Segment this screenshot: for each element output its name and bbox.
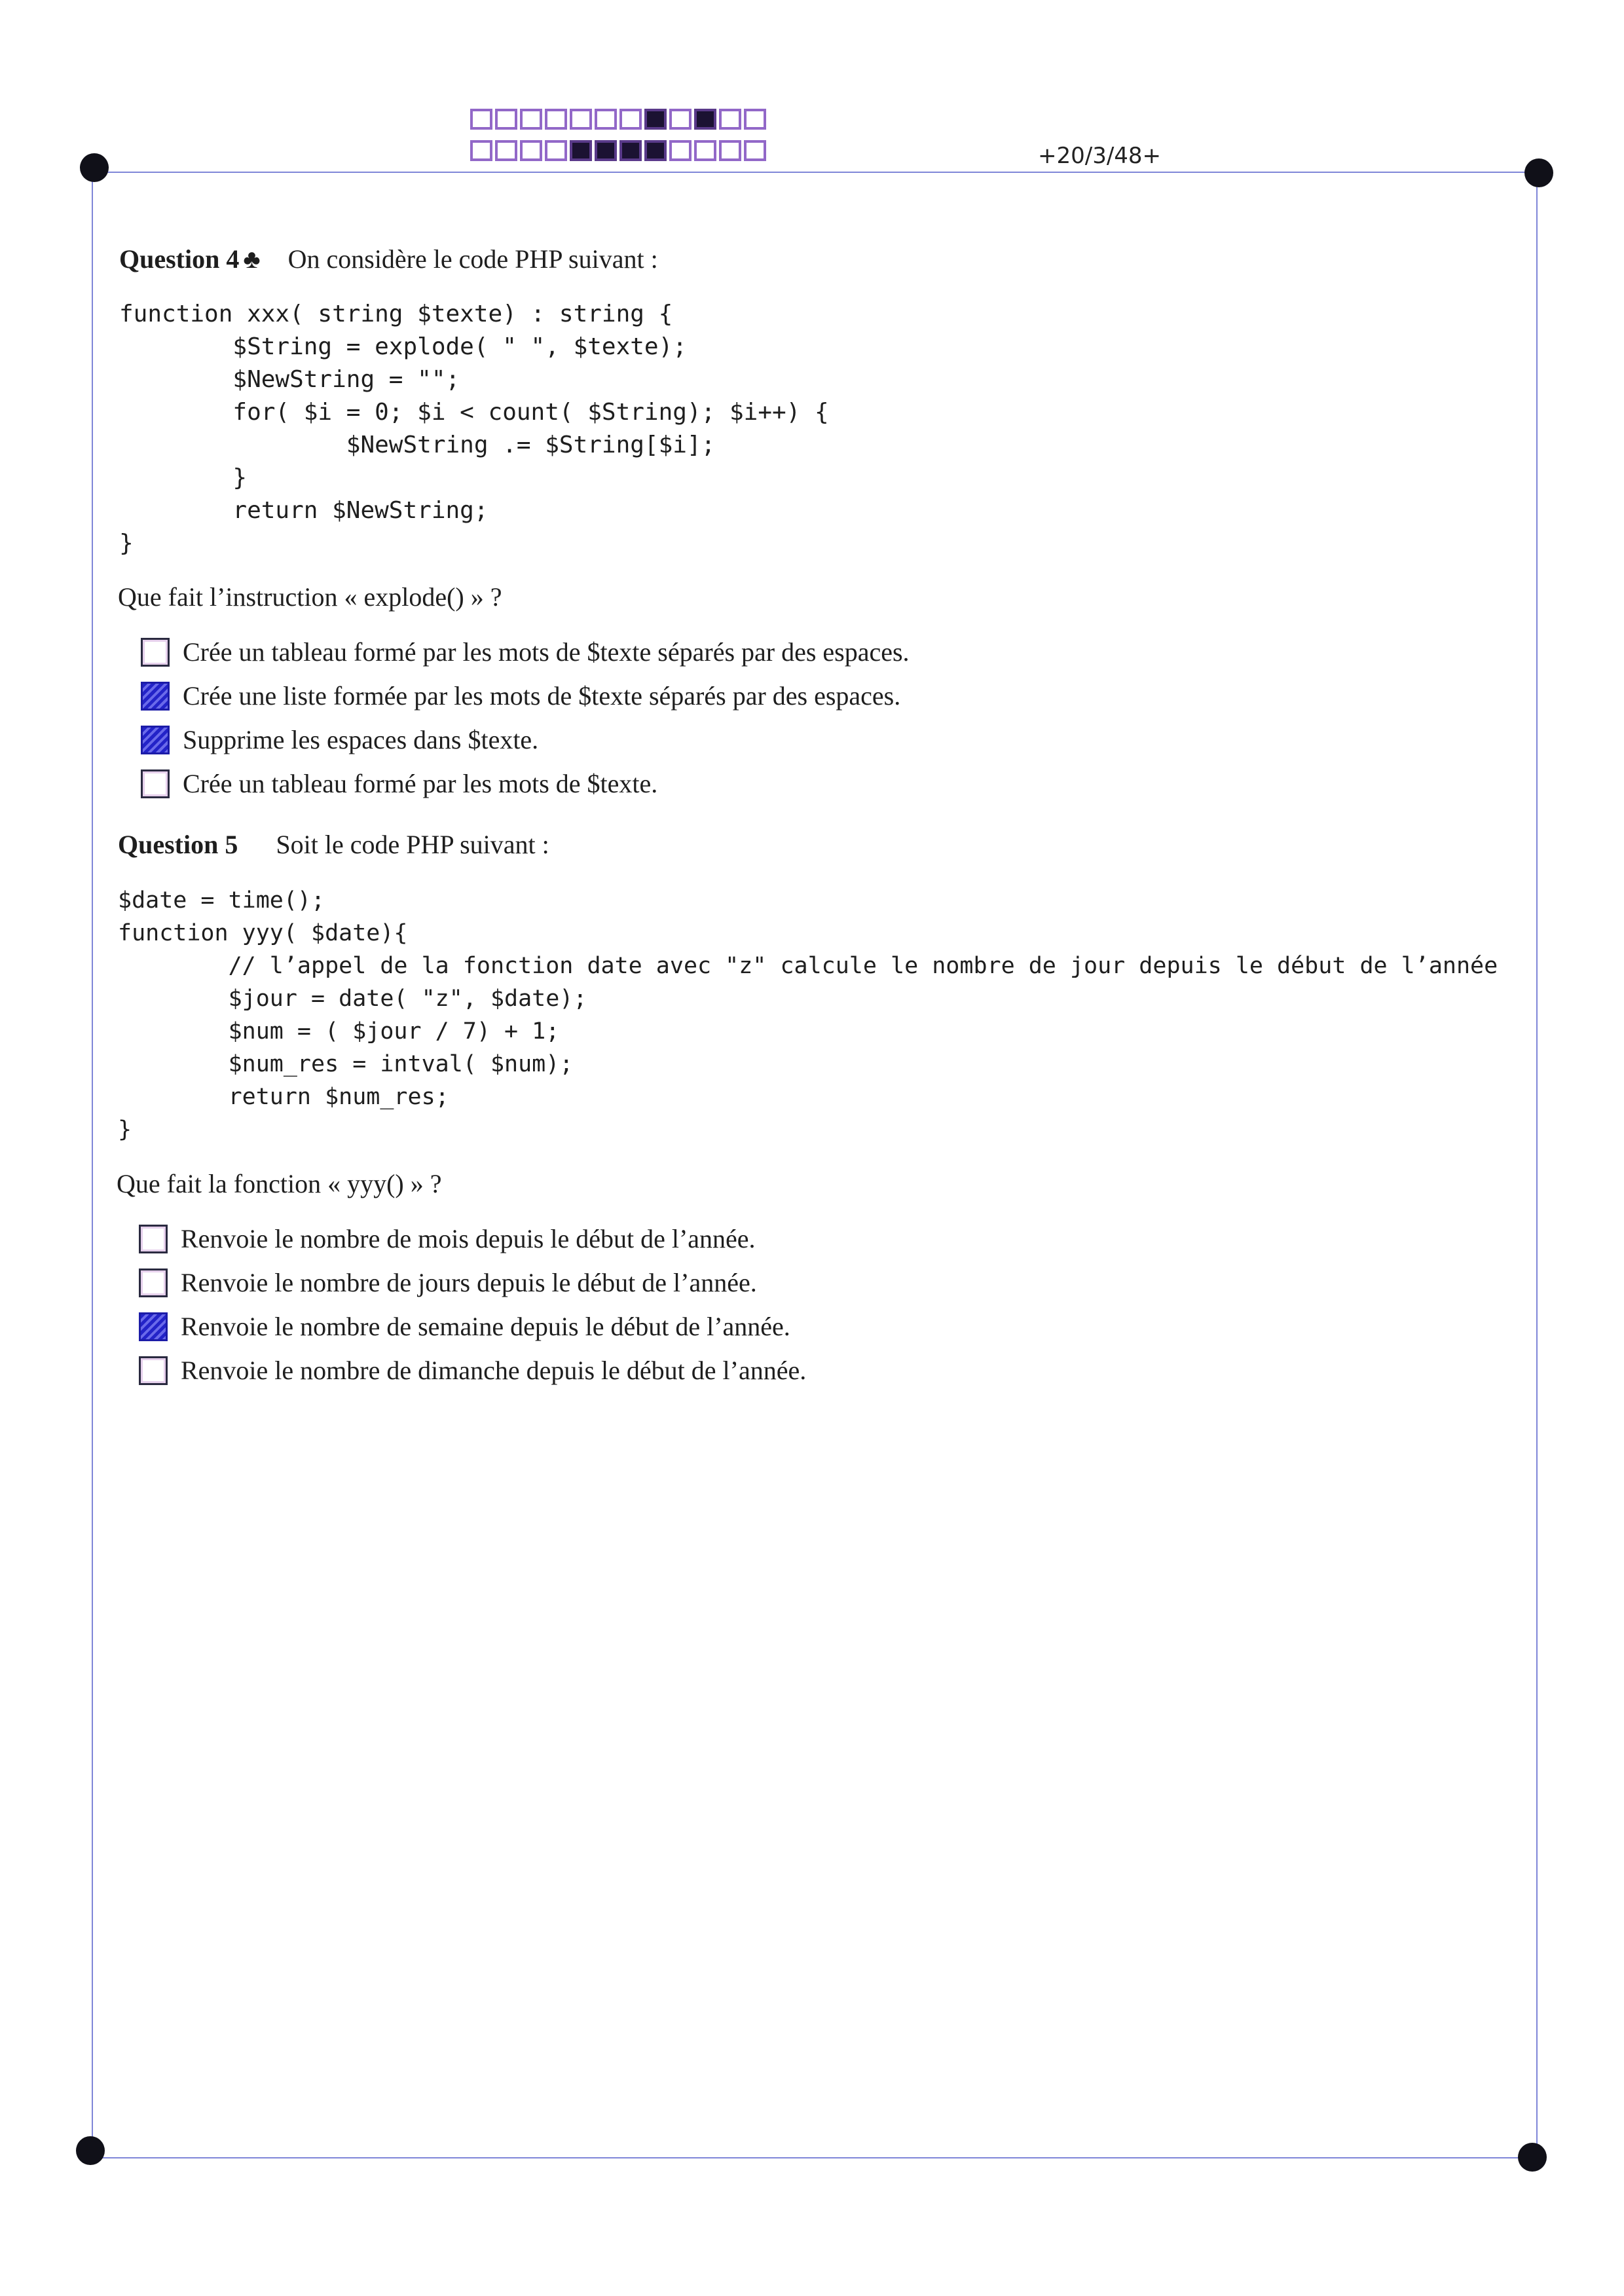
answer-label: Crée une liste formée par les mots de $texte séparés par des espaces. <box>183 681 901 711</box>
barcode-cell <box>495 140 517 161</box>
checkbox[interactable] <box>141 769 170 798</box>
barcode-cell <box>669 140 692 161</box>
corner-mark-bottom-right <box>1518 2143 1547 2172</box>
barcode-cell <box>644 140 667 161</box>
answer-option[interactable] <box>139 1217 806 1261</box>
barcode-cell <box>570 140 592 161</box>
barcode-cell <box>470 109 492 130</box>
barcode-row-2 <box>470 140 766 161</box>
question-4-prompt: On considère le code PHP suivant : <box>287 244 658 274</box>
checkbox[interactable] <box>139 1268 168 1297</box>
barcode-cell <box>545 109 567 130</box>
answer-label: Crée un tableau formé par les mots de $texte. <box>183 769 658 798</box>
question-5-answers <box>139 1217 806 1392</box>
checkbox[interactable] <box>139 1225 168 1253</box>
answer-option[interactable] <box>139 1348 806 1392</box>
answer-option[interactable] <box>141 762 910 805</box>
barcode-cell <box>545 140 567 161</box>
barcode-row-1 <box>470 109 766 130</box>
barcode-cell <box>495 109 517 130</box>
question-5-title <box>118 829 549 860</box>
checkbox[interactable] <box>141 682 170 711</box>
question-4-title <box>119 244 658 274</box>
question-4-answers <box>141 630 910 805</box>
barcode-cell <box>694 140 716 161</box>
question-5-code: $date = time(); function yyy( $date){ // l’appel de la fonction date avec "z" calcule le nombre de jour depuis le début de l’année $jour = date( "z", $date); $num = ( $jour / 7) + 1; $num_res = intval( $num); return $num_res; } <box>118 887 1498 1143</box>
corner-mark-top-right <box>1524 158 1553 187</box>
barcode-cell <box>619 109 642 130</box>
question-4-code: function xxx( string $texte) : string { $String = explode( " ", $texte); $NewString = ""; for( $i = 0; $i < count( $String); $i++) { $NewString .= $String[$i]; } return $NewString; } <box>119 301 829 557</box>
barcode-cell <box>619 140 642 161</box>
barcode-cell <box>719 140 741 161</box>
barcode-cell <box>520 140 542 161</box>
answer-option[interactable] <box>139 1305 806 1348</box>
checkbox[interactable] <box>141 726 170 754</box>
checkbox[interactable] <box>139 1312 168 1341</box>
answer-label: Renvoie le nombre de jours depuis le début de l’année. <box>181 1268 757 1297</box>
question-4-label: Question 4 <box>119 244 240 274</box>
answer-option[interactable] <box>141 674 910 718</box>
answer-label: Supprime les espaces dans $texte. <box>183 725 539 754</box>
answer-label: Renvoie le nombre de semaine depuis le début de l’année. <box>181 1312 790 1341</box>
answer-option[interactable] <box>141 630 910 674</box>
corner-mark-bottom-left <box>76 2136 105 2165</box>
corner-mark-top-left <box>80 153 109 182</box>
barcode-cell <box>744 109 766 130</box>
answer-label: Renvoie le nombre de mois depuis le début de l’année. <box>181 1224 756 1253</box>
question-5-question: Que fait la fonction « yyy() » ? <box>117 1169 442 1198</box>
barcode-cell <box>595 140 617 161</box>
barcode-cell <box>520 109 542 130</box>
checkbox[interactable] <box>139 1356 168 1385</box>
barcode-cell <box>470 140 492 161</box>
barcode-cell <box>719 109 741 130</box>
barcode-cell <box>744 140 766 161</box>
question-5-prompt: Soit le code PHP suivant : <box>276 830 549 859</box>
question-4-question: Que fait l’instruction « explode() » ? <box>118 582 502 612</box>
answer-label: Renvoie le nombre de dimanche depuis le début de l’année. <box>181 1356 807 1385</box>
barcode-cell <box>669 109 692 130</box>
question-5-label: Question 5 <box>118 830 238 859</box>
barcode-cell <box>644 109 667 130</box>
checkbox[interactable] <box>141 638 170 667</box>
page-id: +20/3/48+ <box>1038 143 1162 169</box>
club-icon: ♣ <box>243 244 261 274</box>
answer-label: Crée un tableau formé par les mots de $texte séparés par des espaces. <box>183 637 910 667</box>
barcode-cell <box>694 109 716 130</box>
answer-option[interactable] <box>139 1261 806 1305</box>
barcode-cell <box>570 109 592 130</box>
answer-option[interactable] <box>141 718 910 762</box>
barcode-cell <box>595 109 617 130</box>
